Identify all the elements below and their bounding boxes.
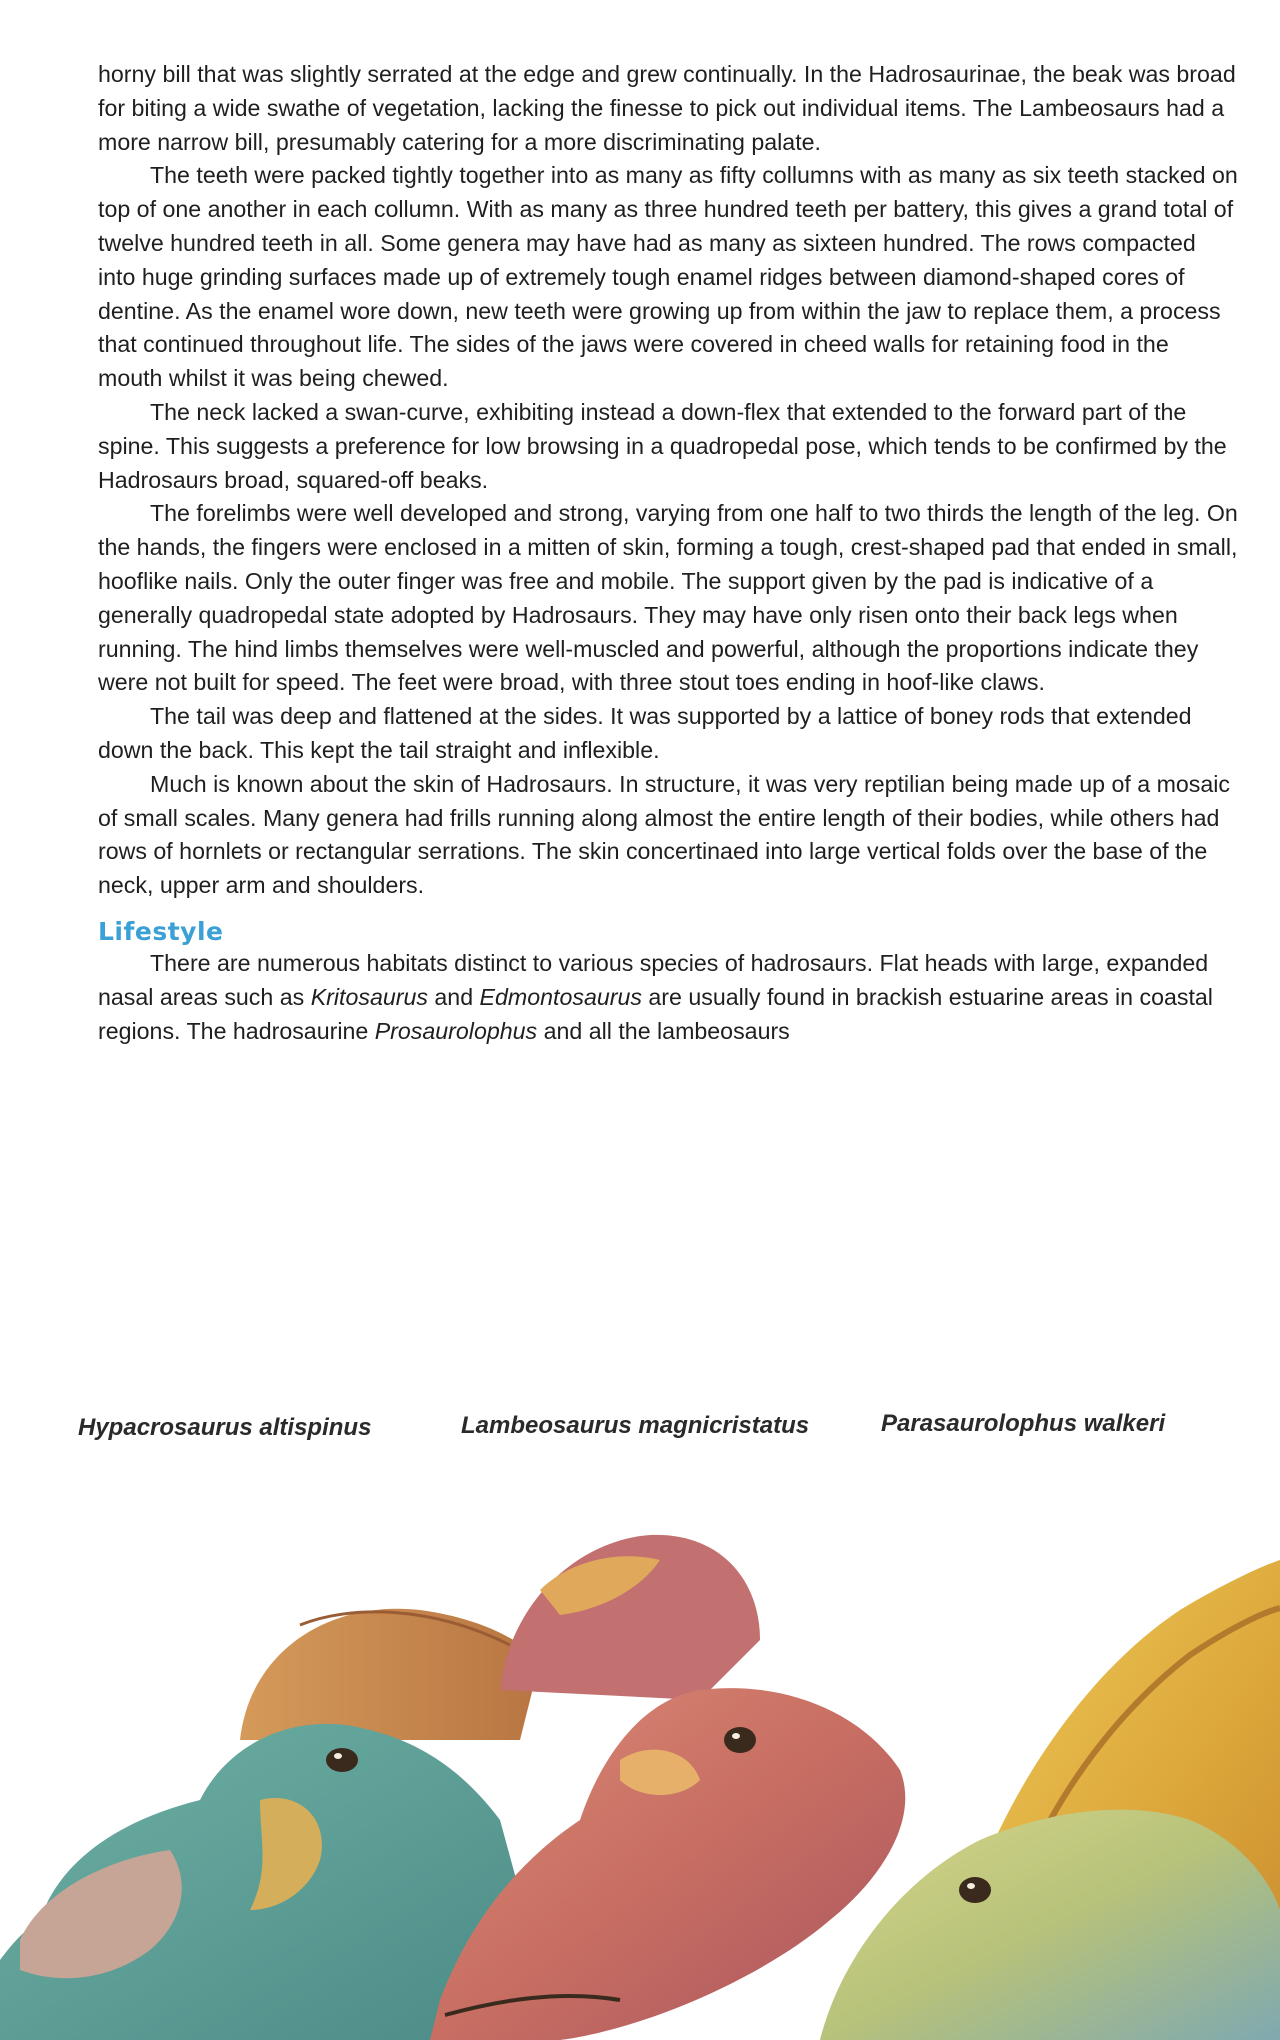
lambeosaurus-eye: [724, 1727, 756, 1753]
paragraph-habitats: [98, 947, 1238, 1048]
paragraph-tail: The tail was deep and flattened at the sides. It was supported by a lattice of boney rods that extended down the back. This kept the tail straight and inflexible.: [98, 703, 1192, 763]
taxon-kritosaurus: Kritosaurus: [310, 983, 428, 1010]
paragraph-neck: The neck lacked a swan-curve, exhibiting instead a down-flex that extended to the forward part of the spine. This suggests a preference for low browsing in a quadropedal pose, which tends to be confirmed by the Hadrosaurs broad, squared-off beaks.: [98, 398, 1227, 493]
habitats-text-end: and all the lambeosaurs: [537, 1017, 790, 1044]
hypacrosaurus-crest: [240, 1609, 540, 1740]
habitats-text-mid: are usually found in brackish estuarine areas in coastal regions. The hadrosaurine: [98, 983, 1213, 1044]
taxon-prosaurolophus: Prosaurolophus: [374, 1017, 538, 1044]
hadrosaur-heads-illustration: [0, 1440, 1280, 2040]
paragraph-forelimbs: The forelimbs were well developed and strong, varying from one half to two thirds the length of the leg. On the hands, the fingers were enclosed in a mitten of skin, forming a tough, crest-shaped pad that ended in small, hooflike nails. Only the outer finger was free and mobile. The support given by the pad is indicative of a generally quadropedal state adopted by Hadrosaurs. They may have only risen onto their back legs when running. The hind limbs themselves were well-muscled and powerful, although the proportions indicate they were not built for speed. The feet were broad, with three stout toes ending in hoof-like claws.: [98, 500, 1238, 696]
hypacrosaurus-eye-highlight: [334, 1753, 342, 1759]
paragraph-teeth: The teeth were packed tightly together into as many as fifty collumns with as many as six teeth stacked on top of one another in each collumn. With as many as three hundred teeth per battery, this gives a grand total of twelve hundred teeth in all. Some genera may have had as many as sixteen hundred. The rows compacted into huge grinding surfaces made up of extremely tough enamel ridges between diamond-shaped cores of dentine. As the enamel wore down, new teeth were growing up from within the jaw to replace them, a process that continued throughout life. The sides of the jaws were covered in cheed walls for retaining food in the mouth whilst it was being chewed.: [98, 162, 1238, 392]
parasaurolophus-eye-highlight: [967, 1883, 975, 1889]
article-body: [98, 58, 1238, 1048]
lambeosaurus-figure: [430, 1535, 905, 2040]
habitats-text-and: and: [427, 983, 480, 1010]
paragraph-skin: Much is known about the skin of Hadrosaurs. In structure, it was very reptilian being made up of a mosaic of small scales. Many genera had frills running along almost the entire length of their bodies, while others had rows of hornlets or rectangular serrations. The skin concertinaed into large vertical folds over the base of the neck, upper arm and shoulders.: [98, 770, 1231, 899]
caption-lambeosaurus: Lambeosaurus magnicristatus: [461, 1412, 810, 1439]
habitats-text-start: There are numerous habitats distinct to various species of hadrosaurs. Flat heads with large, expanded nasal areas such as: [98, 949, 1209, 1010]
caption-parasaurolophus: Parasaurolophus walkeri: [881, 1410, 1166, 1437]
taxon-edmontosaurus: Edmontosaurus: [479, 983, 642, 1010]
lambeosaurus-eye-highlight: [732, 1733, 740, 1739]
paragraph-bill: horny bill that was slightly serrated at the edge and grew continually. In the Hadrosaurinae, the beak was broad for biting a wide swathe of vegetation, lacking the finesse to pick out individual items. The Lambeosaurs had a more narrow bill, presumably catering for a more discriminating palate.: [98, 61, 1236, 155]
section-heading-lifestyle: Lifestyle: [98, 916, 224, 946]
parasaurolophus-eye: [959, 1877, 991, 1903]
caption-hypacrosaurus: Hypacrosaurus altispinus: [78, 1414, 372, 1441]
hypacrosaurus-eye: [326, 1748, 358, 1772]
